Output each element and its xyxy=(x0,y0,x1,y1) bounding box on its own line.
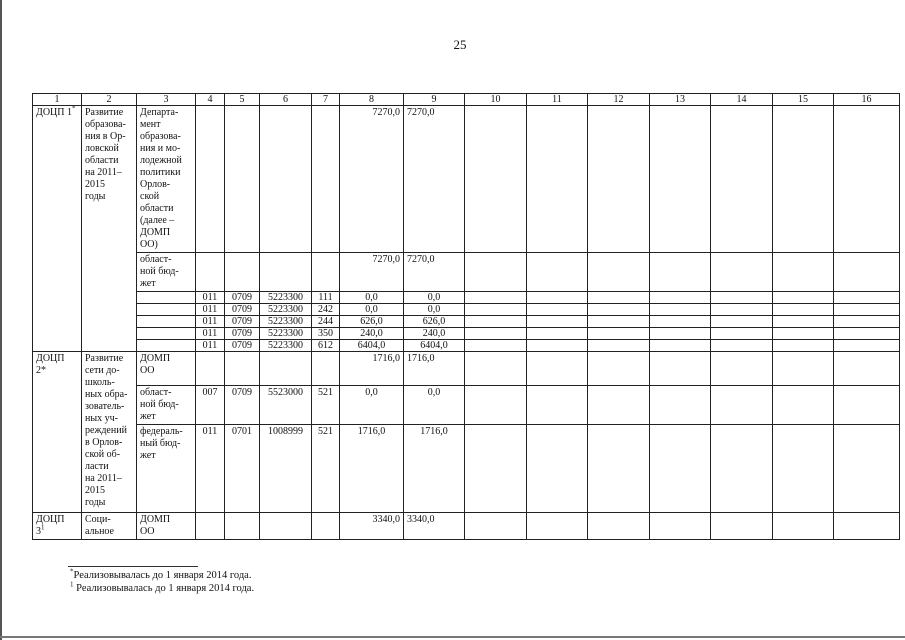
code-cell: 521 xyxy=(312,386,340,425)
program-name: Развитие сети до- школь- ных обра- зователь- ных уч- реждений в Орлов- ской об- ласти на 2011– 2015 годы xyxy=(82,352,137,513)
code-cell: 242 xyxy=(312,304,340,316)
code-cell: 612 xyxy=(312,340,340,352)
footnote xyxy=(70,580,255,594)
executor-cell: Департа- мент образова- ния и мо- лодежной политики Орлов- ской области (далее – ДОМП ОО) xyxy=(137,106,196,253)
code-cell: 011 xyxy=(196,292,225,304)
code-cell: 1008999 xyxy=(260,425,312,513)
code-cell: 0709 xyxy=(225,340,260,352)
column-header: 2 xyxy=(82,94,137,106)
code-cell: 5223300 xyxy=(260,292,312,304)
amount-cell: 3340,0 xyxy=(340,513,404,540)
code-cell: 011 xyxy=(196,328,225,340)
code-cell: 5223300 xyxy=(260,304,312,316)
table-row xyxy=(33,253,900,292)
table-row xyxy=(33,316,900,328)
program-name: Развитие образова- ния в Ор- ловской области на 2011– 2015 годы xyxy=(82,106,137,352)
code-cell: 0709 xyxy=(225,304,260,316)
amount-cell: 0,0 xyxy=(404,292,465,304)
executor-cell: ДОМП ОО xyxy=(137,352,196,386)
amount-cell: 1716,0 xyxy=(340,352,404,386)
amount-cell: 626,0 xyxy=(340,316,404,328)
code-cell: 0709 xyxy=(225,292,260,304)
column-header: 8 xyxy=(340,94,404,106)
code-cell: 0701 xyxy=(225,425,260,513)
amount-cell: 3340,0 xyxy=(404,513,465,540)
column-header: 5 xyxy=(225,94,260,106)
code-cell: 011 xyxy=(196,340,225,352)
amount-cell: 0,0 xyxy=(340,386,404,425)
funding-source-cell: област- ной бюд- жет xyxy=(137,386,196,425)
budget-table xyxy=(32,93,900,540)
page-number: 25 xyxy=(453,37,467,52)
amount-cell: 240,0 xyxy=(404,328,465,340)
amount-cell: 7270,0 xyxy=(340,253,404,292)
amount-cell: 7270,0 xyxy=(404,253,465,292)
code-cell: 0709 xyxy=(225,386,260,425)
code-cell: 011 xyxy=(196,425,225,513)
funding-source-cell: федераль- ный бюд- жет xyxy=(137,425,196,513)
code-cell: 5223300 xyxy=(260,316,312,328)
amount-cell: 0,0 xyxy=(404,386,465,425)
amount-cell: 6404,0 xyxy=(340,340,404,352)
column-header: 15 xyxy=(773,94,834,106)
footnote-divider xyxy=(68,566,198,567)
table-row xyxy=(33,304,900,316)
program-code-cell xyxy=(33,513,82,540)
column-header: 1 xyxy=(33,94,82,106)
amount-cell: 0,0 xyxy=(340,292,404,304)
column-header: 11 xyxy=(527,94,588,106)
footnote-text: Реализовывалась до 1 января 2014 года. xyxy=(73,583,255,594)
executor-cell: ДОМП ОО xyxy=(137,513,196,540)
table-row xyxy=(33,106,900,253)
amount-cell: 1716,0 xyxy=(404,352,465,386)
code-cell: 5223300 xyxy=(260,340,312,352)
code-cell: 011 xyxy=(196,304,225,316)
footnote-mark: * xyxy=(72,105,76,113)
column-header: 12 xyxy=(588,94,650,106)
code-cell: 5223300 xyxy=(260,328,312,340)
amount-cell: 0,0 xyxy=(340,304,404,316)
table-row xyxy=(33,513,900,540)
program-code: ДОЦП 3 xyxy=(36,514,65,537)
code-cell: 0709 xyxy=(225,328,260,340)
program-name: Соци- альное xyxy=(82,513,137,540)
footnote-text: Реализовывалась до 1 января 2014 года. xyxy=(73,570,252,581)
code-cell: 244 xyxy=(312,316,340,328)
amount-cell: 626,0 xyxy=(404,316,465,328)
code-cell: 5523000 xyxy=(260,386,312,425)
table-row xyxy=(33,292,900,304)
amount-cell: 1716,0 xyxy=(340,425,404,513)
column-header: 13 xyxy=(650,94,711,106)
amount-cell: 0,0 xyxy=(404,304,465,316)
column-header: 6 xyxy=(260,94,312,106)
amount-cell: 7270,0 xyxy=(404,106,465,253)
amount-cell: 240,0 xyxy=(340,328,404,340)
table-row xyxy=(33,328,900,340)
column-header: 4 xyxy=(196,94,225,106)
program-code: ДОЦП 2* xyxy=(33,352,82,513)
page-bottom-edge xyxy=(0,636,905,638)
table-row xyxy=(33,340,900,352)
footnote xyxy=(70,567,252,581)
column-header: 10 xyxy=(465,94,527,106)
footnote-mark: 1 xyxy=(41,523,45,532)
column-header: 16 xyxy=(834,94,900,106)
code-cell: 350 xyxy=(312,328,340,340)
funding-source-cell: област- ной бюд- жет xyxy=(137,253,196,292)
table-row xyxy=(33,425,900,513)
table-header-row xyxy=(33,94,900,106)
table-row xyxy=(33,352,900,386)
program-code-cell xyxy=(33,106,82,352)
footnote-mark: * xyxy=(70,567,74,576)
code-cell: 011 xyxy=(196,316,225,328)
table-row xyxy=(33,386,900,425)
code-cell: 111 xyxy=(312,292,340,304)
column-header: 7 xyxy=(312,94,340,106)
code-cell: 521 xyxy=(312,425,340,513)
column-header: 14 xyxy=(711,94,773,106)
amount-cell: 7270,0 xyxy=(340,106,404,253)
column-header: 3 xyxy=(137,94,196,106)
amount-cell: 6404,0 xyxy=(404,340,465,352)
code-cell: 0709 xyxy=(225,316,260,328)
page-left-edge xyxy=(0,0,2,640)
column-header: 9 xyxy=(404,94,465,106)
code-cell: 007 xyxy=(196,386,225,425)
amount-cell: 1716,0 xyxy=(404,425,465,513)
program-code: ДОЦП 1 xyxy=(36,107,72,118)
footnote-mark: 1 xyxy=(70,580,74,589)
